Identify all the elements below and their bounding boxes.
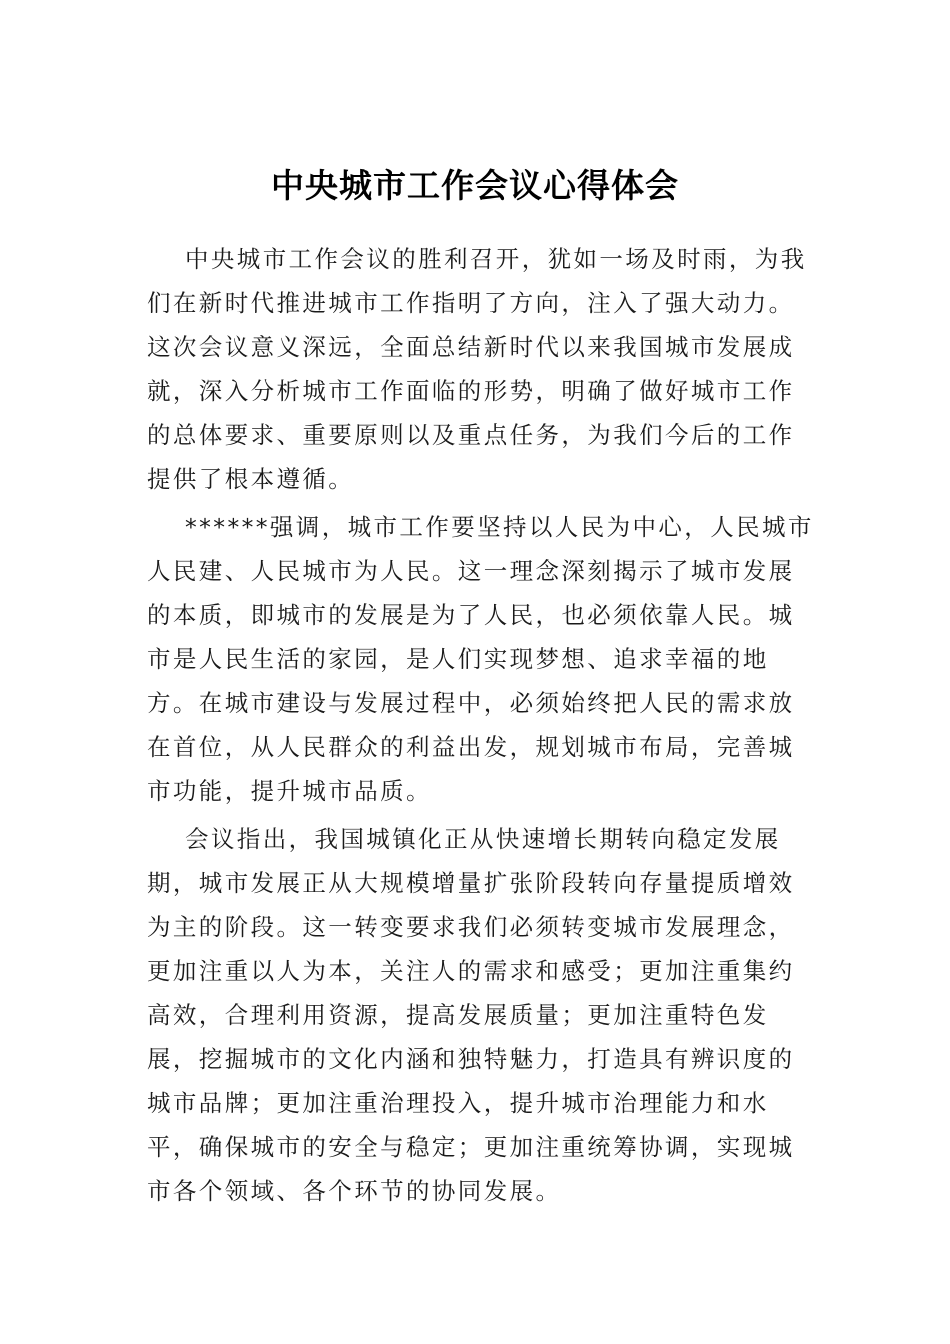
paragraph-2-line-2: 人民建、人民城市为人民。这一理念深刻揭示了城市发展: [147, 557, 795, 585]
paragraph-2-line-5: 方。在城市建设与发展过程中，必须始终把人民的需求放: [147, 689, 795, 717]
paragraph-3-line-7: 城市品牌；更加注重治理投入，提升城市治理能力和水: [147, 1089, 769, 1117]
paragraph-3-line-1: 会议指出，我国城镇化正从快速增长期转向稳定发展: [185, 825, 781, 853]
paragraph-1-line-4: 就，深入分析城市工作面临的形势，明确了做好城市工作: [147, 377, 795, 405]
paragraph-3-line-3: 为主的阶段。这一转变要求我们必须转变城市发展理念，: [147, 913, 795, 941]
paragraph-1-line-1: 中央城市工作会议的胜利召开，犹如一场及时雨，为我: [185, 245, 807, 273]
paragraph-3-line-2: 期，城市发展正从大规模增量扩张阶段转向存量提质增效: [147, 869, 795, 897]
paragraph-2-line-3: 的本质，即城市的发展是为了人民，也必须依靠人民。城: [147, 601, 795, 629]
paragraph-2-line-4: 市是人民生活的家园，是人们实现梦想、追求幸福的地: [147, 645, 769, 673]
paragraph-3-line-8: 平，确保城市的安全与稳定；更加注重统筹协调，实现城: [147, 1133, 795, 1161]
document-title: 中央城市工作会议心得体会: [271, 166, 679, 205]
paragraph-1-line-5: 的总体要求、重要原则以及重点任务，为我们今后的工作: [147, 421, 795, 449]
paragraph-3-line-6: 展，挖掘城市的文化内涵和独特魅力，打造具有辨识度的: [147, 1045, 795, 1073]
paragraph-1-line-3: 这次会议意义深远，全面总结新时代以来我国城市发展成: [147, 333, 795, 361]
paragraph-2-line-6: 在首位，从人民群众的利益出发，规划城市布局，完善城: [147, 733, 795, 761]
paragraph-1-line-6: 提供了根本遵循。: [147, 465, 355, 493]
paragraph-3-line-9: 市各个领域、各个环节的协同发展。: [147, 1177, 562, 1205]
paragraph-3-line-4: 更加注重以人为本，关注人的需求和感受；更加注重集约: [147, 957, 795, 985]
paragraph-2-line-7: 市功能，提升城市品质。: [147, 777, 432, 805]
paragraph-2-line-1: ******强调，城市工作要坚持以人民为中心，人民城市: [185, 513, 814, 541]
paragraph-3-line-5: 高效，合理利用资源，提高发展质量；更加注重特色发: [147, 1001, 769, 1029]
paragraph-1-line-2: 们在新时代推进城市工作指明了方向，注入了强大动力。: [147, 289, 795, 317]
